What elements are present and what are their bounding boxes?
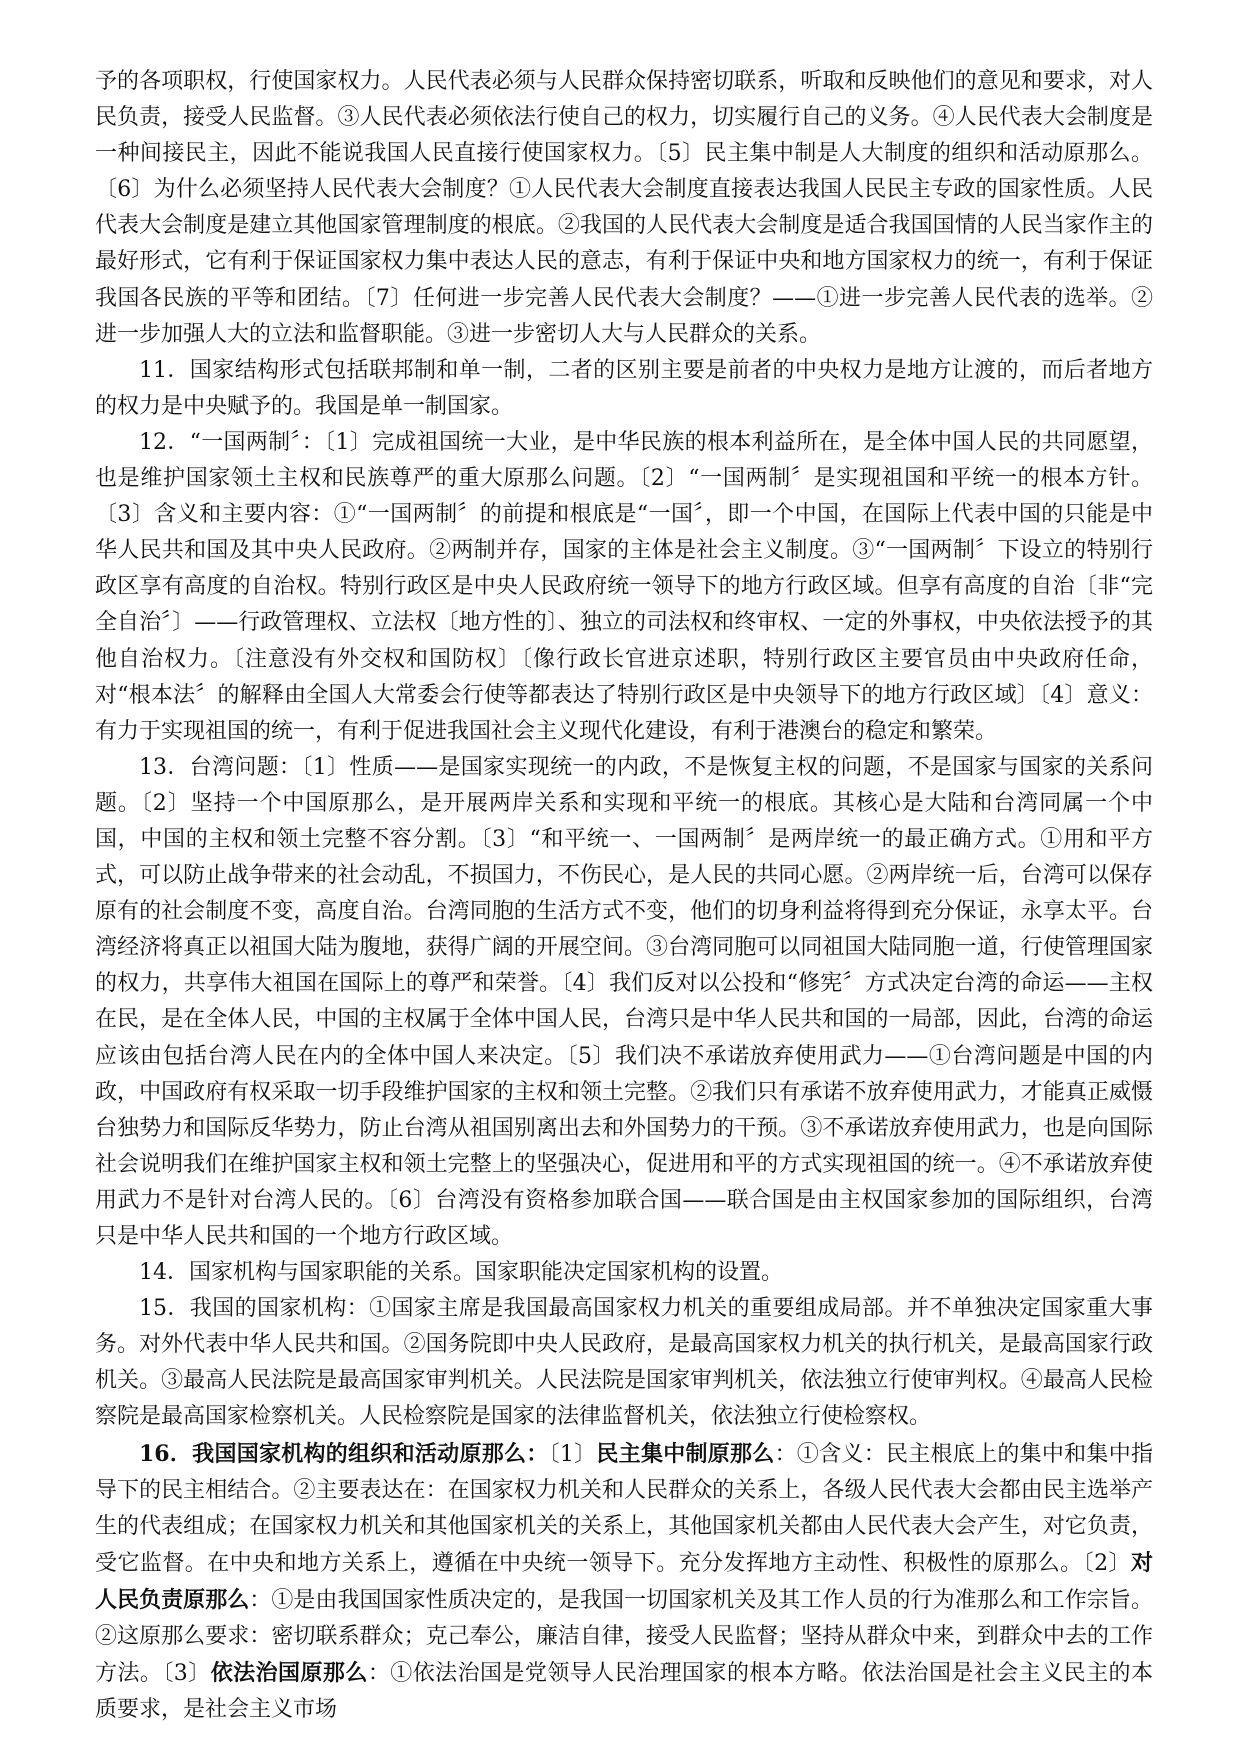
paragraph-14: 14．国家机构与国家职能的关系。国家职能决定国家机构的设置。 [139, 1260, 783, 1286]
principle-democratic-centralism: 民主集中制原那么 [596, 1440, 775, 1467]
paragraph-intro: 予的各项职权，行使国家权力。人民代表必须与人民群众保持密切联系，听取和反映他们的意见和要求，对人民负责，接受人民监督。③人民代表必须依法行使自己的权力，切实履行自己的义务。④人民代表大会制度是一种间接民主，因此不能说我国人民直接行使国家权力。〔5〕民主集中制是人大制度的组织和活动原那么。〔6〕为什么必须坚持人民代表大会制度？①人民代表大会制度直接表达我国人民民主专政的国家性质。人民代表大会制度是建立其他国家管理制度的根底。②我国的人民代表大会制度是适合我国国情的人民当家作主的最好形式，它有利于保证国家权力集中表达人民的意志，有利于保证中央和地方国家权力的统一，有利于保证我国各民族的平等和团结。〔7〕任何进一步完善人民代表大会制度？——①进一步完善人民代表的选举。②进一步加强人大的立法和监督职能。③进一步密切人大与人民群众的关系。 [95, 69, 1153, 347]
paragraph-15: 15．我国的国家机构：①国家主席是我国最高国家权力机关的重要组成局部。并不单独决定国家重大事务。对外代表中华人民共和国。②国务院即中央人民政府，是最高国家权力机关的执行机关，是最高国家行政机关。③最高人民法院是最高国家审判机关。人民法院是国家审判机关，依法独立行使审判权。④最高人民检察院是最高国家检察机关。人民检察院是国家的法律监督机关，依法独立行使检察权。 [95, 1296, 1153, 1430]
principle-rule-of-law: 依法治国原那么 [210, 1660, 368, 1687]
principle-responsibility-to-people: 对人民负责原那么 [95, 1549, 1153, 1613]
paragraph-16-text-4: ：①依法治国是党领导人民治理国家的根本方略。依法治国是社会主义民主的本质要求，是社会主义市场 [95, 1661, 1153, 1723]
paragraph-16-text-2: ：①含义：民主根底上的集中和集中指导下的民主相结合。②主要表达在：在国家权力机关和人民群众的关系上，各级人民代表大会都由民主选举产生的代表组成；在国家权力机关和其他国家机关的关系上，其他国家机关都由人民代表大会产生，对它负责，受它监督。在中央和地方关系上，遵循在中央统一领导下。充分发挥地方主动性、积极性的原那么。〔2〕 [95, 1441, 1153, 1576]
paragraph-11: 11．国家结构形式包括联邦制和单一制，二者的区别主要是前者的中央权力是地方让渡的，而后者地方的权力是中央赋予的。我国是单一制国家。 [95, 357, 1153, 419]
paragraph-12: 12．“一国两制〞：〔1〕完成祖国统一大业，是中华民族的根本利益所在，是全体中国人民的共同愿望，也是维护国家领土主权和民族尊严的重大原那么问题。〔2〕“一国两制〞是实现祖国和平统一的根本方针。〔3〕含义和主要内容：①“一国两制〞的前提和根底是“一国〞，即一个中国，在国际上代表中国的只能是中华人民共和国及其中央人民政府。②两制并存，国家的主体是社会主义制度。③“一国两制〞下设立的特别行政区享有高度的自治权。特别行政区是中央人民政府统一领导下的地方行政区域。但享有高度的自治〔非“完全自治〞〕——行政管理权、立法权〔地方性的〕、独立的司法权和终审权、一定的外事权，中央依法授予的其他自治权力。〔注意没有外交权和国防权〕〔像行政长官进京述职，特别行政区主要官员由中央政府任命，对“根本法〞的解释由全国人大常委会行使等都表达了特别行政区是中央领导下的地方行政区域〕〔4〕意义：有力于实现祖国的统一，有利于促进我国社会主义现代化建设，有利于港澳台的稳定和繁荣。 [95, 429, 1153, 744]
paragraph-16-text-1: 〔1〕 [548, 1441, 597, 1467]
paragraph-13: 13．台湾问题：〔1〕性质——是国家实现统一的内政，不是恢复主权的问题，不是国家与国家的关系问题。〔2〕坚持一个中国原那么，是开展两岸关系和实现和平统一的根底。其核心是大陆和台湾同属一个中国，中国的主权和领土完整不容分割。〔3〕“和平统一、一国两制〞是两岸统一的最正确方式。①用和平方式，可以防止战争带来的社会动乱，不损国力，不伤民心，是人民的共同心愿。②两岸统一后，台湾可以保存原有的社会制度不变，高度自治。台湾同胞的生活方式不变，他们的切身利益将得到充分保证，永享太平。台湾经济将真正以祖国大陆为腹地，获得广阔的开展空间。③台湾同胞可以同祖国大陆同胞一道，行使管理国家的权力，共享伟大祖国在国际上的尊严和荣誉。〔4〕我们反对以公投和“修宪〞方式决定台湾的命运——主权在民，是在全体人民，中国的主权属于全体中国人民，台湾只是中华人民共和国的一局部，因此，台湾的命运应该由包括台湾人民在内的全体中国人来决定。〔5〕我们决不承诺放弃使用武力——①台湾问题是中国的内政，中国政府有权采取一切手段维护国家的主权和领土完整。②我们只有承诺不放弃使用武力，才能真正威慑台独势力和国际反华势力，防止台湾从祖国别离出去和外国势力的干预。③不承诺放弃使用武力，也是向国际社会说明我们在维护国家主权和领土完整上的坚强决心，促进用和平的方式实现祖国的统一。④不承诺放弃使用武力不是针对台湾人民的。〔6〕台湾没有资格参加联合国——联合国是由主权国家参加的国际组织，台湾只是中华人民共和国的一个地方行政区域。 [95, 754, 1153, 1249]
paragraph-16-text-3: ：①是由我国国家性质决定的，是我国一切国家机关及其工作人员的行为准那么和工作宗旨。②这原那么要求：密切联系群众；克己奉公，廉洁自律，接受人民监督；坚持从群众中来，到群众中去的工作方法。〔3〕 [95, 1587, 1153, 1687]
paragraph-16 [95, 1436, 1153, 1729]
document-page [95, 64, 1153, 1728]
paragraph-16-heading: 16．我国国家机构的组织和活动原那么： [139, 1440, 549, 1467]
